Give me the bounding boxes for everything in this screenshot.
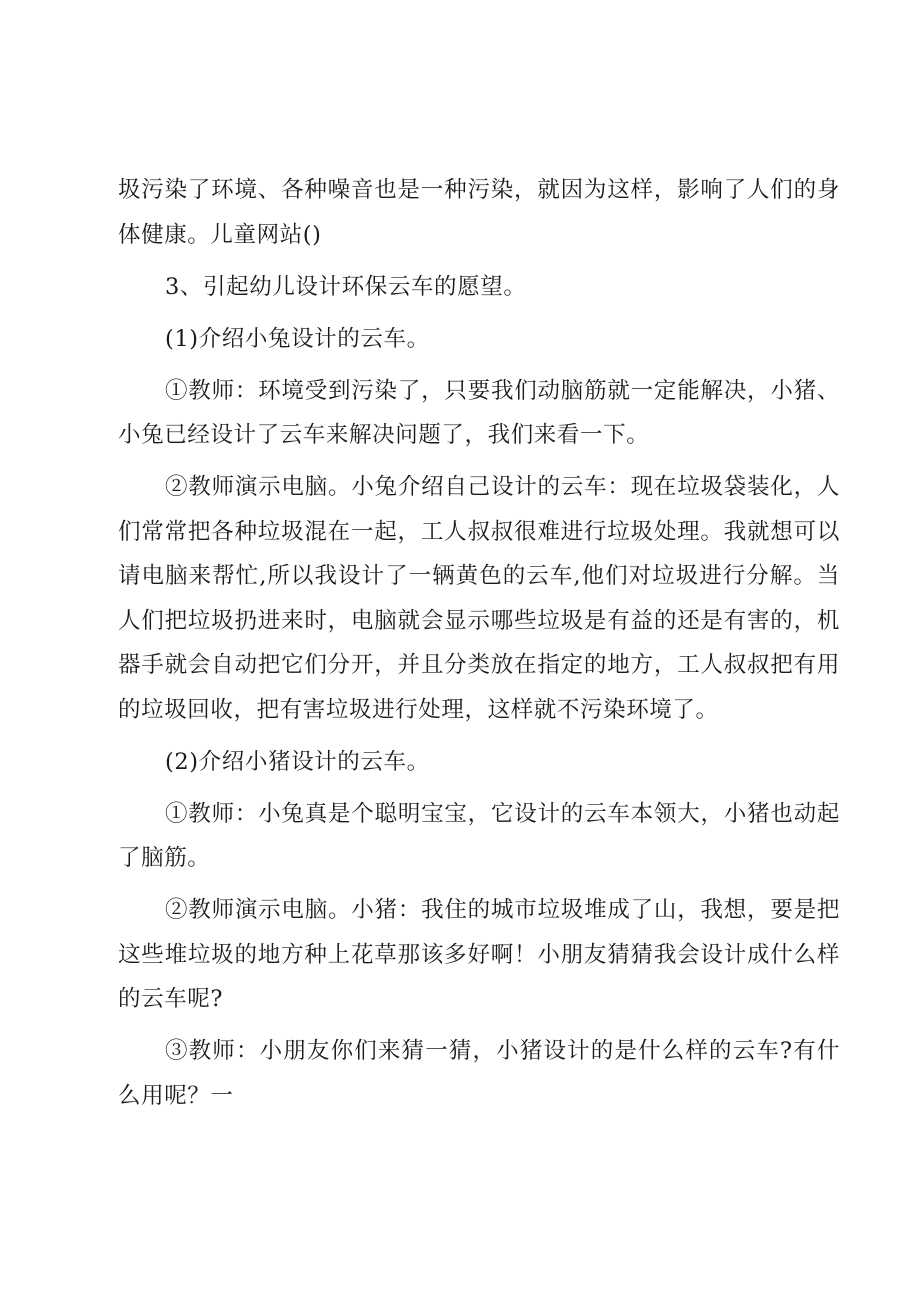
paragraph-subsection-1-heading: (1)介绍小兔设计的云车。: [165, 325, 430, 352]
document-body: [118, 168, 840, 1126]
paragraph-teacher-praise: ①教师：小兔真是个聪明宝宝，它设计的云车本领大，小猪也动起了脑筋。: [118, 800, 840, 871]
paragraph-teacher-question: ③教师：小朋友你们来猜一猜，小猪设计的是什么样的云车?有什么用呢？一: [118, 1038, 840, 1109]
paragraph-subsection-2-heading: (2)介绍小猪设计的云车。: [165, 748, 430, 775]
paragraph-section-3-heading: 3、引起幼儿设计环保云车的愿望。: [165, 273, 527, 300]
paragraph-pig-design: ②教师演示电脑。小猪：我住的城市垃圾堆成了山，我想，要是把这些堆垃圾的地方种上花草那该多好啊！小朋友猜猜我会设计成什么样的云车呢?: [118, 897, 840, 1012]
paragraph-rabbit-design: ②教师演示电脑。小兔介绍自己设计的云车：现在垃圾袋装化，人们常常把各种垃圾混在一起，工人叔叔很难进行垃圾处理。我就想可以请电脑来帮忙,所以我设计了一辆黄色的云车,他们对垃圾进行分解。当人们把垃圾扔进来时，电脑就会显示哪些垃圾是有益的还是有害的，机器手就会自动把它们分开，并且分类放在指定的地方，工人叔叔把有用的垃圾回收，把有害垃圾进行处理，这样就不污染环境了。: [118, 474, 840, 723]
paragraph-teacher-intro: ①教师：环境受到污染了，只要我们动脑筋就一定能解决，小猪、小兔已经设计了云车来解决问题了，我们来看一下。: [118, 377, 840, 448]
paragraph-continuation: 圾污染了环境、各种噪音也是一种污染，就因为这样，影响了人们的身体健康。儿童网站(): [118, 177, 840, 248]
